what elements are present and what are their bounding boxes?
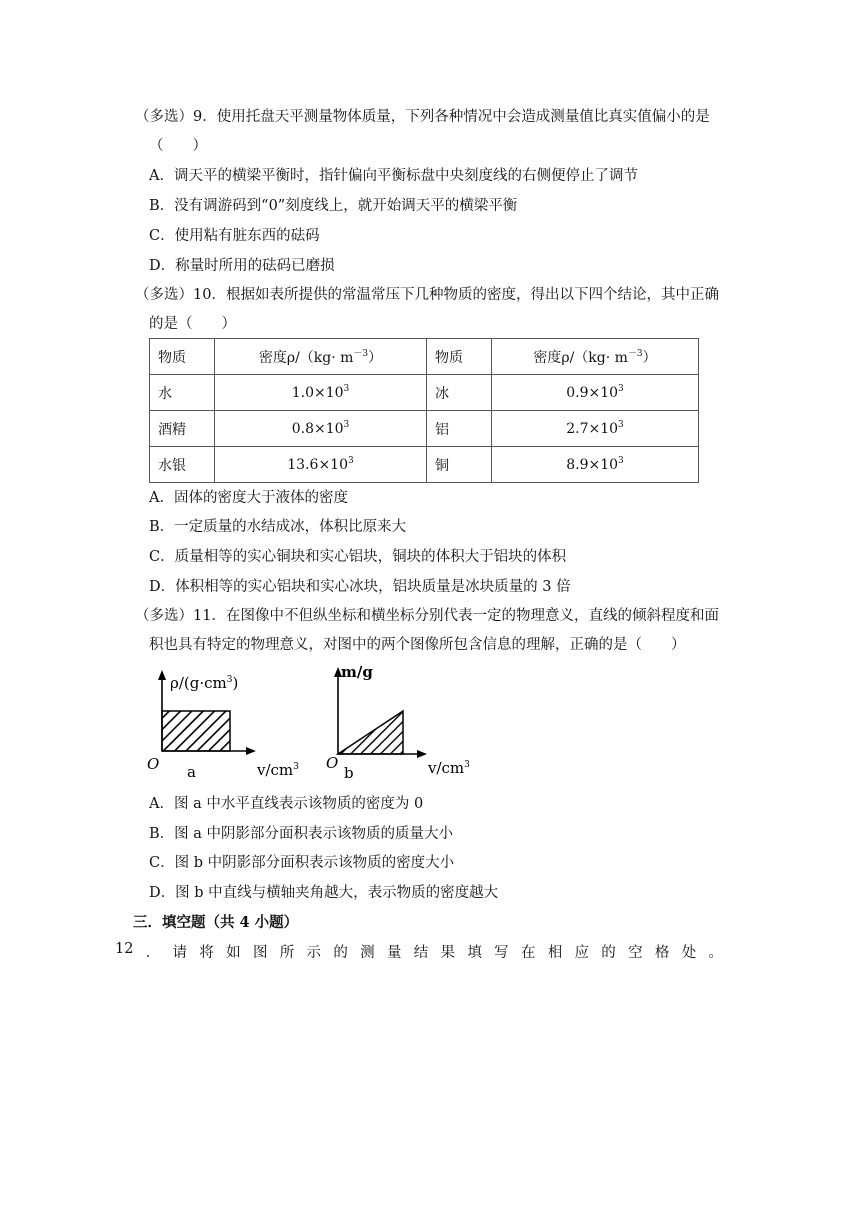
q12-char: 如 [226, 945, 241, 961]
q11-option-b: B．图 a 中阴影部分面积表示该物质的质量大小 [149, 826, 454, 842]
graph-a-caption: a [187, 763, 196, 781]
q10-option-b: B．一定质量的水结成冰，体积比原来大 [149, 519, 407, 535]
q12-char: ． [145, 945, 161, 961]
q9-option-d: D．称量时所用的砝码已磨损 [149, 258, 335, 274]
q9-stem-line2: （ ） [149, 138, 207, 154]
q11-stem-line1: （多选）11．在图像中不但纵坐标和横坐标分别代表一定的物理意义，直线的倾斜程度和面 [135, 608, 719, 624]
graph-b-ylabel: m/g [341, 663, 373, 681]
q12-char: 量 [386, 945, 402, 961]
q12-char: 应 [574, 945, 589, 961]
q11-option-d: D．图 b 中直线与横轴夹角越大，表示物质的密度越大 [149, 885, 499, 901]
q9-option-c: C．使用粘有脏东西的砝码 [149, 228, 320, 244]
table-header-row [150, 339, 699, 375]
graph-a-origin: O [147, 755, 160, 773]
q11-stem-line2: 积也具有特定的物理意义，对图中的两个图像所包含信息的理解，正确的是（ ） [149, 637, 686, 653]
graph-b-xlabel: $v/cm^3$ [428, 759, 470, 777]
q12-char: 格 [654, 945, 670, 961]
q10-stem-line1: （多选）10．根据如表所提供的常温常压下几种物质的密度，得出以下四个结论，其中正确 [135, 287, 719, 303]
q12-char: 相 [547, 945, 563, 961]
cell-density: $1.0\times 10^3$ [215, 375, 427, 411]
graph-b-x-arrow [417, 750, 427, 758]
table-row [150, 375, 699, 411]
graph-a [140, 660, 320, 785]
q12-char: 的 [333, 945, 348, 961]
q10-option-c: C．质量相等的实心铜块和实心铝块，铜块的体积大于铝块的体积 [149, 549, 567, 565]
q10-option-d: D．体积相等的实心铝块和实心冰块，铝块质量是冰块质量的 3 倍 [149, 579, 571, 595]
q12-char: 测 [360, 945, 375, 961]
section-title: 三．填空题（共 4 小题） [133, 914, 299, 931]
graph-b-origin: O [326, 754, 339, 772]
q12-char: 果 [440, 945, 456, 961]
graph-b-shaded-area [338, 711, 403, 754]
q12-stem [115, 941, 723, 962]
header-substance: 物质 [150, 339, 215, 375]
q12-char: 在 [520, 945, 536, 961]
cell-substance: 酒精 [150, 411, 215, 447]
q12-char: 空 [628, 945, 643, 961]
cell-substance: 冰 [427, 375, 492, 411]
cell-substance: 水银 [150, 447, 215, 483]
q12-char: 写 [494, 945, 509, 961]
q9-option-a: A．调天平的横梁平衡时，指针偏向平衡标盘中央刻度线的右侧便停止了调节 [149, 168, 638, 184]
header-density: 密度$\rho/(kg\cdot m^{-3})$ [215, 339, 427, 375]
q12-char: 所 [279, 945, 295, 961]
q9-stem-line1: （多选）9．使用托盘天平测量物体质量，下列各种情况中会造成测量值比真实值偏小的是 [135, 109, 710, 125]
q12-char: 图 [252, 945, 268, 961]
q12-char: 示 [306, 945, 322, 961]
graph-b-caption: b [344, 764, 354, 782]
header-substance-2: 物质 [427, 339, 492, 375]
q9-option-b: B．没有调游码到“0”刻度线上，就开始调天平的横梁平衡 [149, 198, 518, 214]
graph-a-shaded-area [162, 711, 230, 751]
cell-density: $0.8\times 10^3$ [215, 411, 427, 447]
cell-density: $0.9\times 10^3$ [492, 375, 699, 411]
density-table [149, 338, 699, 483]
graph-a-xlabel: $v/cm^3$ [257, 761, 299, 779]
cell-substance: 铜 [427, 447, 492, 483]
cell-substance: 水 [150, 375, 215, 411]
q11-option-a: A．图 a 中水平直线表示该物质的密度为 0 [149, 796, 424, 812]
q12-char: 。 [708, 945, 723, 961]
q11-option-c: C．图 b 中阴影部分面积表示该物质的密度大小 [149, 855, 455, 871]
q12-char: 请 [172, 945, 188, 961]
q12-char: 处 [681, 945, 697, 961]
q12-char: 12 [115, 941, 134, 957]
cell-density: $13.6\times 10^3$ [215, 447, 427, 483]
q10-option-a: A．固体的密度大于液体的密度 [149, 490, 348, 506]
q12-char: 结 [413, 945, 429, 961]
table-row [150, 447, 699, 483]
q12-char: 将 [199, 945, 214, 961]
graph-b [320, 655, 480, 785]
cell-density: $2.7\times 10^3$ [492, 411, 699, 447]
q10-stem-line2: 的是（ ） [149, 316, 236, 332]
table-row [150, 411, 699, 447]
graph-a-ylabel: $\rho/(g\cdot cm^3)$ [170, 674, 239, 692]
graph-a-y-arrow [158, 670, 166, 680]
header-density-2: 密度$\rho/(kg\cdot m^{-3})$ [492, 339, 699, 375]
graph-a-x-arrow [246, 747, 256, 755]
cell-substance: 铝 [427, 411, 492, 447]
q12-char: 填 [467, 945, 482, 961]
q12-char: 的 [601, 945, 616, 961]
cell-density: $8.9\times 10^3$ [492, 447, 699, 483]
